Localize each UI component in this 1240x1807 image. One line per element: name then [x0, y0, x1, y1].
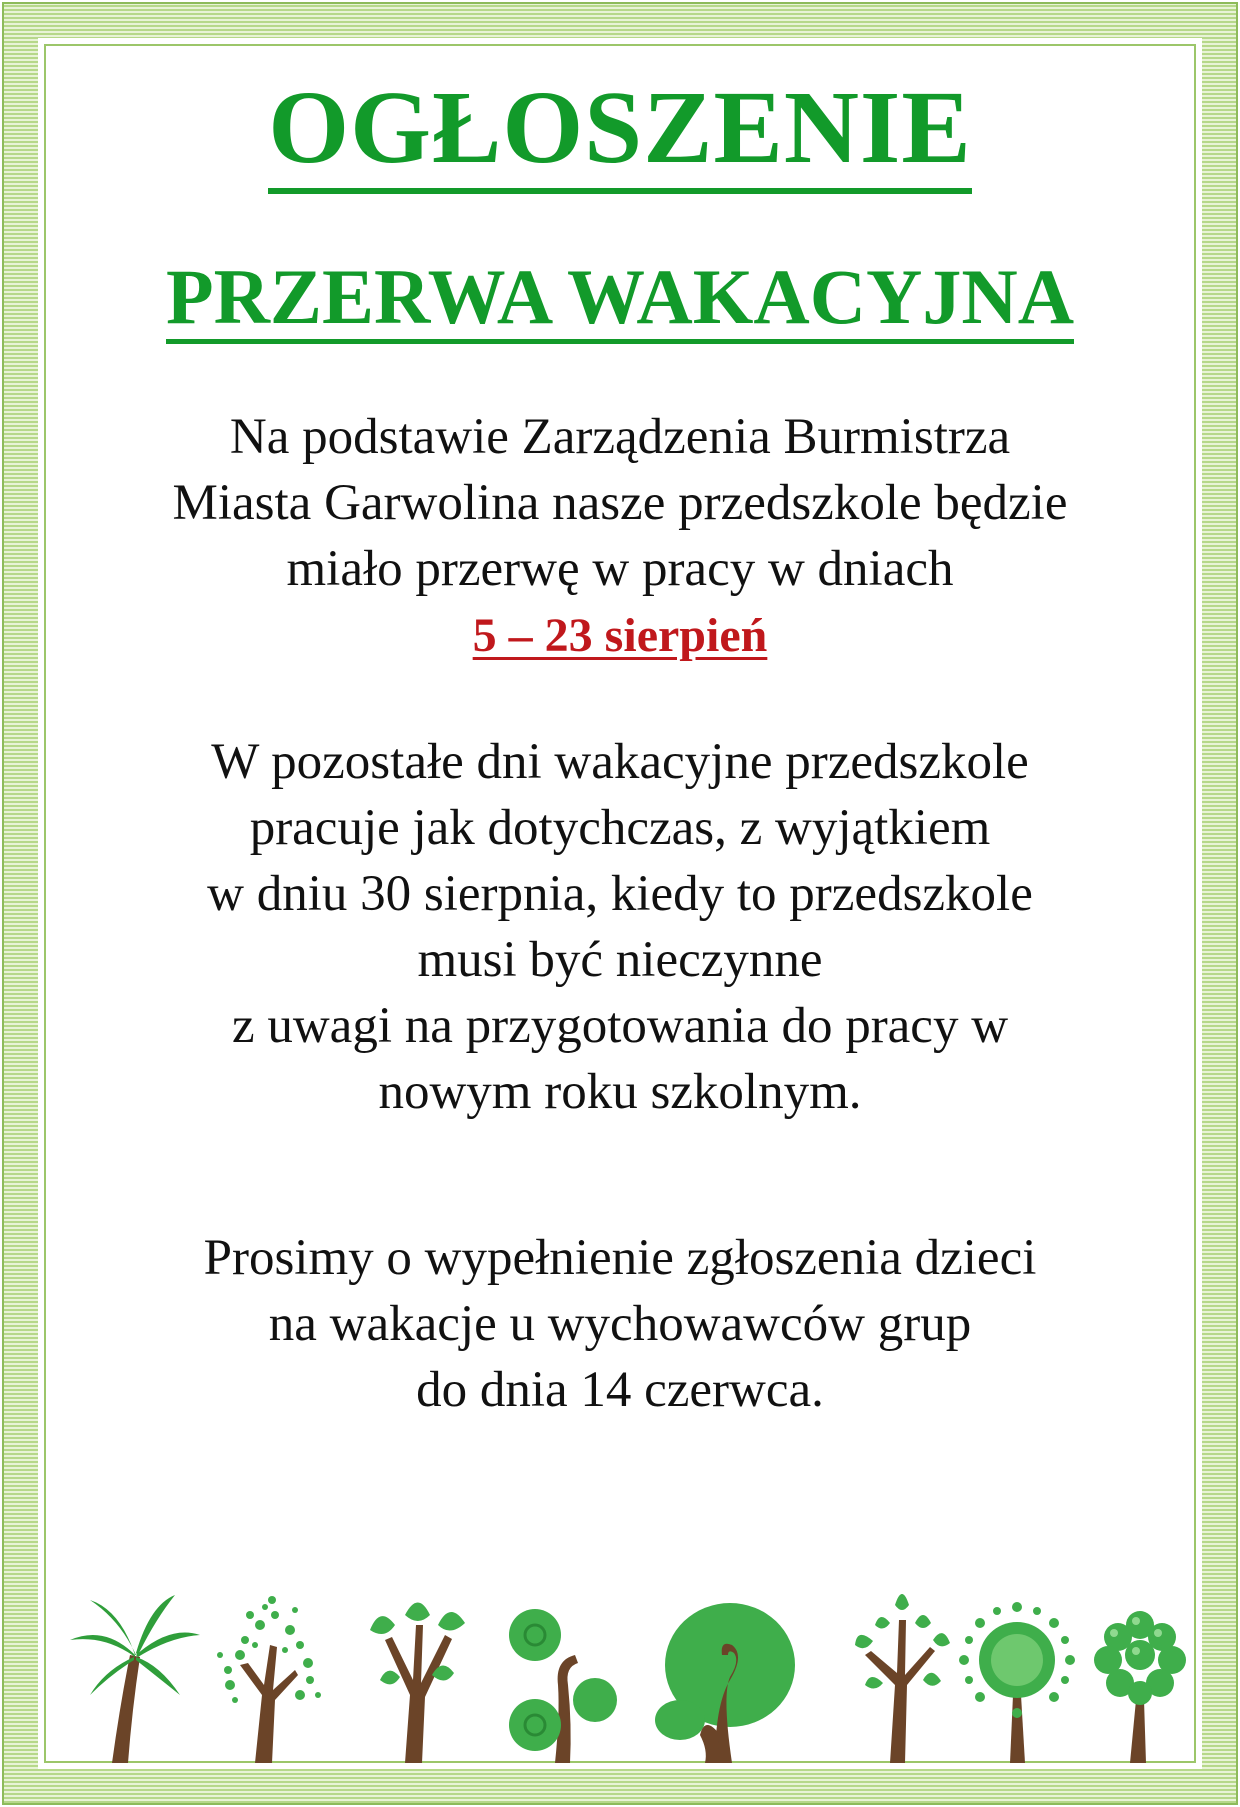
branch-tree-icon: [370, 1603, 465, 1764]
notice-title: OGŁOSZENIE: [268, 68, 972, 194]
text-line: nowym roku szkolnym.: [378, 1064, 862, 1121]
palm-tree-icon: [70, 1595, 200, 1763]
leafy-branch-tree-icon: [855, 1594, 950, 1763]
paragraph-other-days: [60, 729, 1180, 1125]
spiral-tree-icon: [509, 1609, 617, 1763]
notice-content: [60, 60, 1180, 1423]
text-line: w dniu 30 sierpnia, kiedy to przedszkole: [207, 866, 1033, 923]
big-swirl-tree-icon: [655, 1603, 795, 1763]
dotted-tree-icon: [217, 1596, 321, 1763]
text-line: musi być nieczynne: [417, 932, 823, 989]
sun-tree-icon: [959, 1602, 1075, 1763]
text-line: pracuje jak dotychczas, z wyjątkiem: [249, 800, 991, 857]
text-line: Miasta Garwolina nasze przedszkole będzie: [172, 475, 1068, 532]
text-line: do dnia 14 czerwca.: [416, 1362, 824, 1419]
text-line: miało przerwę w pracy w dniach: [286, 541, 954, 598]
text-line: W pozostałe dni wakacyjne przedszkole: [211, 734, 1029, 791]
text-line: z uwagi na przygotowania do pracy w: [231, 998, 1009, 1055]
bubble-tree-icon: [1094, 1611, 1186, 1763]
text-line: Prosimy o wypełnienie zgłoszenia dzieci: [203, 1230, 1037, 1287]
text-line: na wakacje u wychowawców grup: [268, 1296, 972, 1353]
notice-subtitle: PRZERWA WAKACYJNA: [166, 254, 1074, 345]
paragraph-closure: [60, 404, 1180, 669]
closure-dates: 5 – 23 sierpień: [472, 609, 768, 663]
trees-decoration: [50, 1585, 1190, 1765]
paragraph-registration: [60, 1225, 1180, 1423]
text-line: Na podstawie Zarządzenia Burmistrza: [229, 409, 1011, 466]
